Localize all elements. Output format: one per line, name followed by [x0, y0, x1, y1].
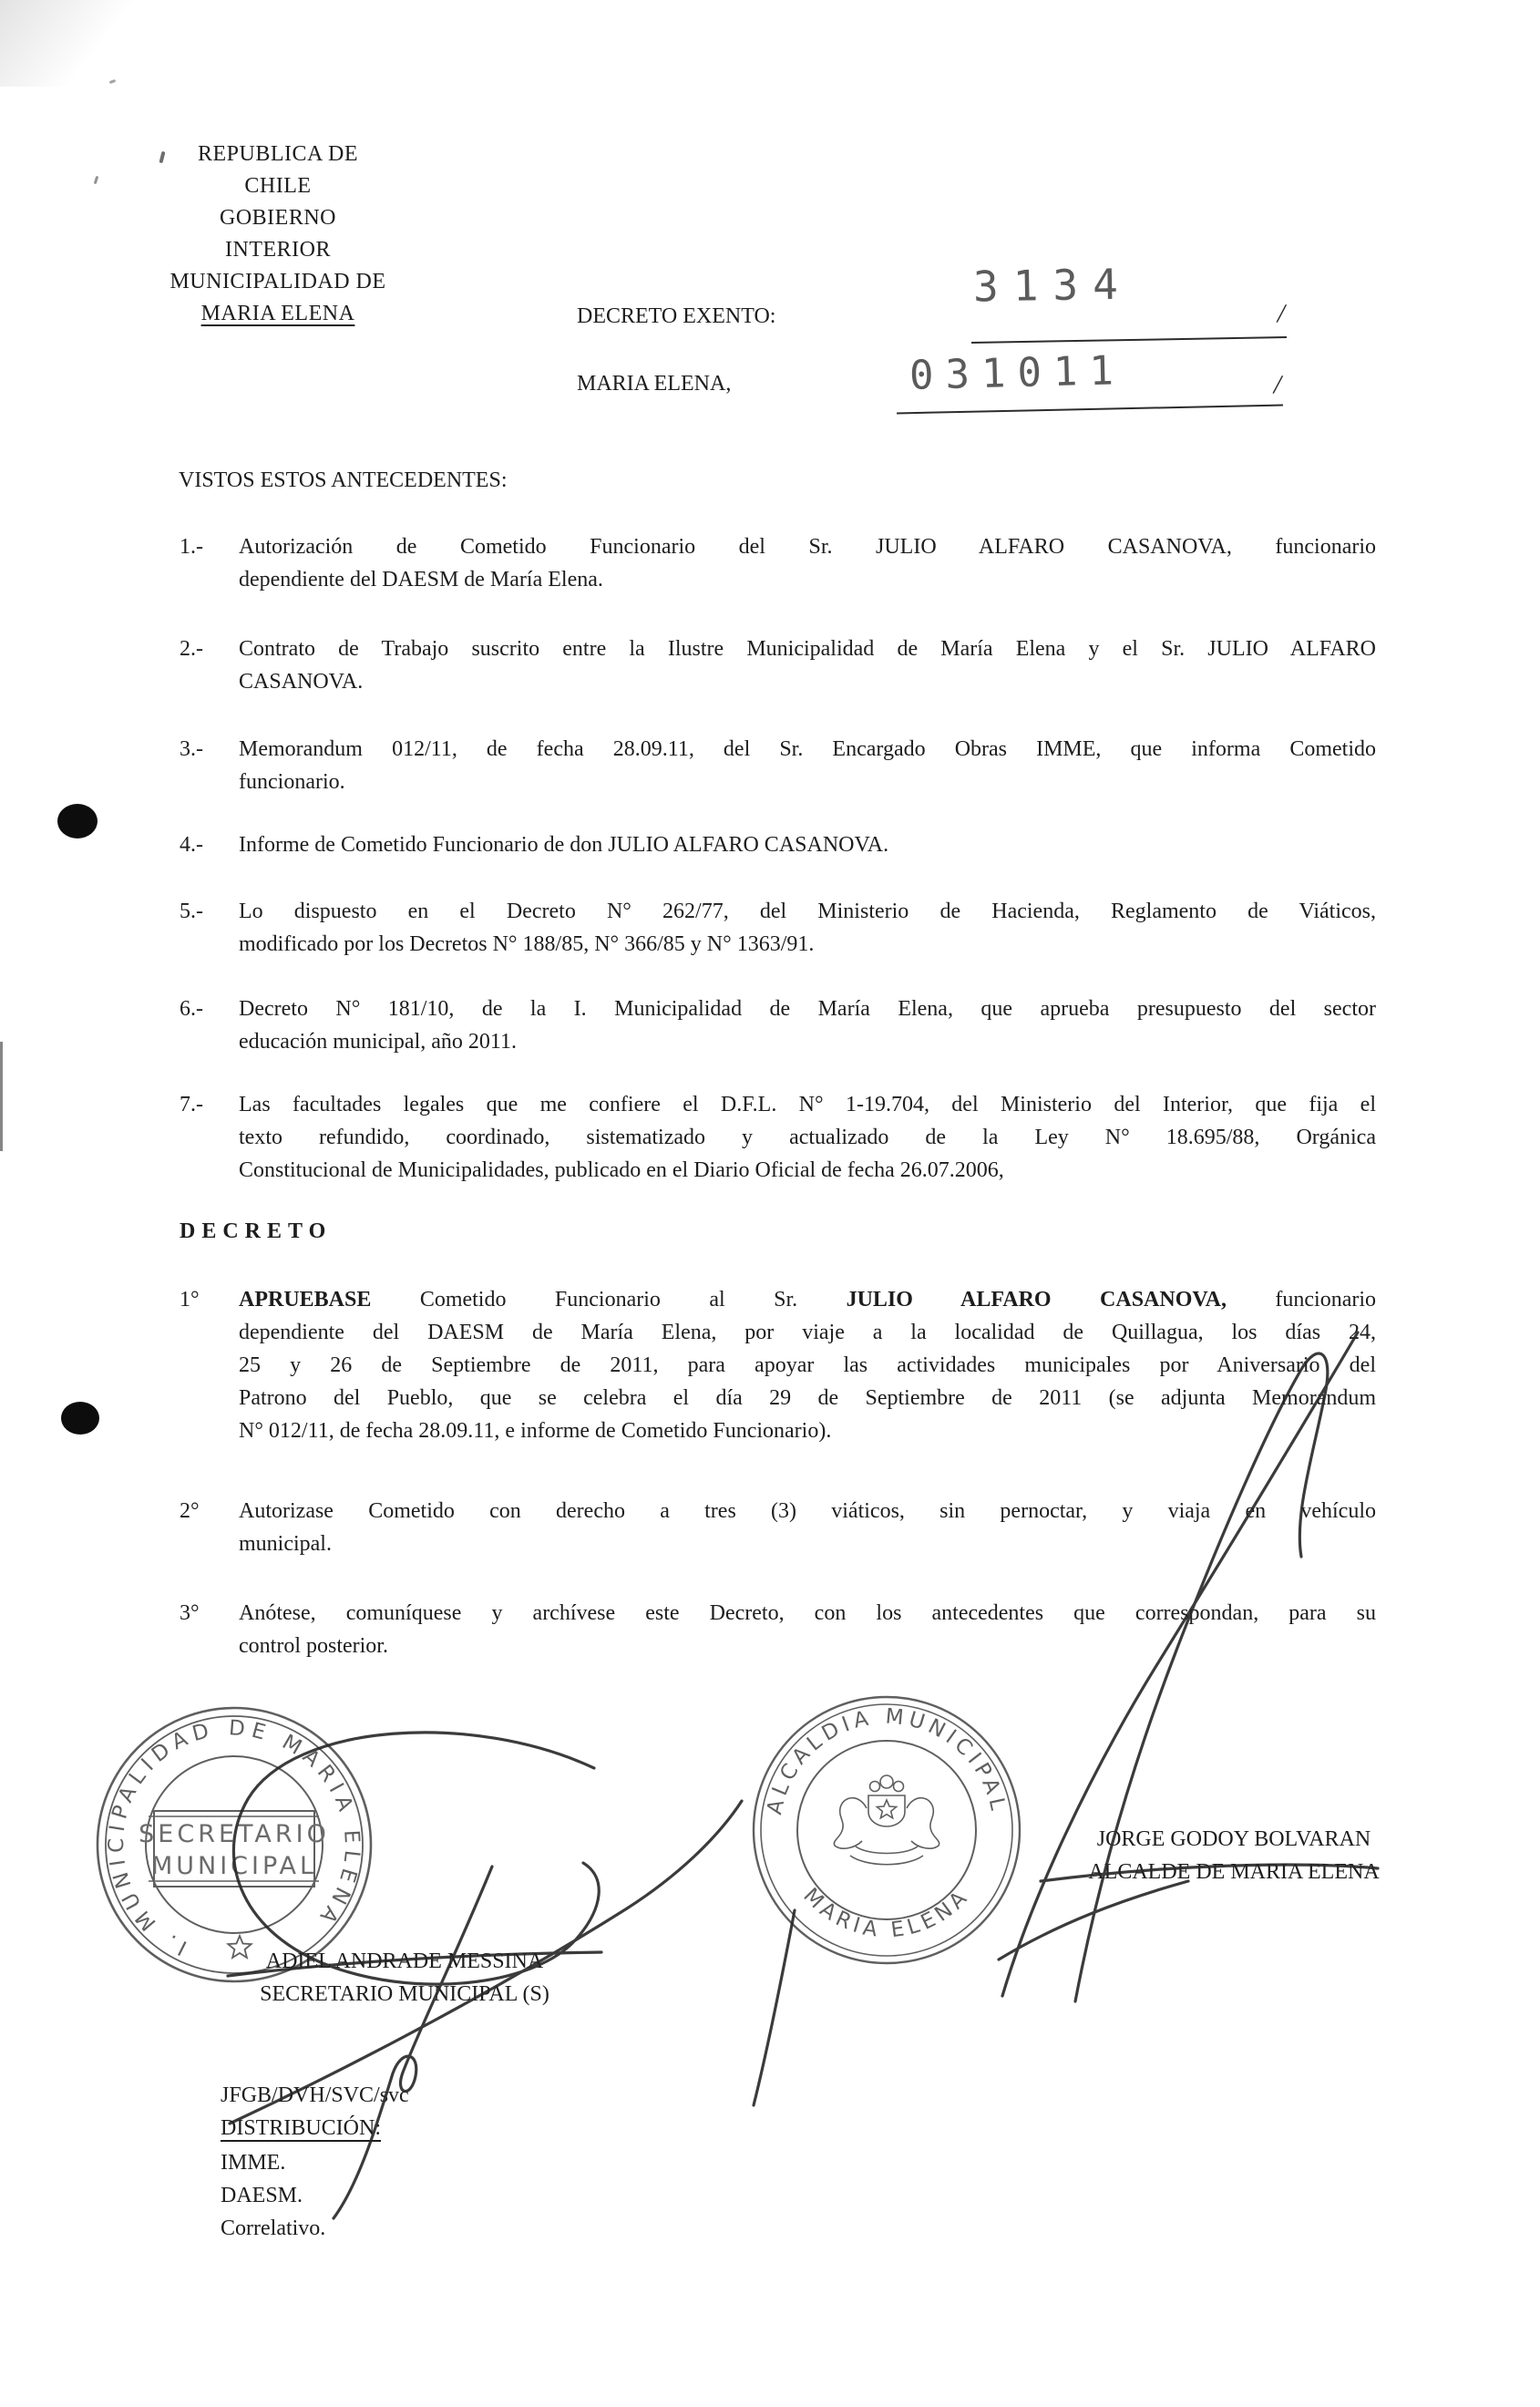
letterhead-line: REPUBLICA DE CHILE [197, 142, 358, 198]
paragraph-line: N° 012/11, de fecha 28.09.11, e informe de Cometido Funcionario). [239, 1419, 832, 1443]
footer-initials: JFGB/DVH/SVC/svc [221, 2083, 409, 2107]
decree-number-label: DECRETO EXENTO: [577, 304, 776, 328]
paragraph-line: modificado por los Decretos N° 188/85, N° 366/85 y N° 1363/91. [239, 932, 815, 956]
vistos-item-text [239, 828, 1376, 861]
decreto-heading: DECRETO [180, 1219, 333, 1243]
mayor-title: ALCALDE DE MARIA ELENA [1088, 1860, 1380, 1884]
mayor-signature-block [1037, 1823, 1431, 1888]
decree-number-slash: / [1275, 296, 1288, 330]
paragraph-fragment: funcionario [1275, 1288, 1377, 1312]
mayor-name: JORGE GODOY BOLVARAN [1096, 1827, 1371, 1851]
apruebase-keyword: APRUEBASE [239, 1288, 372, 1312]
vistos-item-number: 3.- [180, 737, 203, 761]
paragraph-line: CASANOVA. [239, 670, 364, 694]
paragraph-line: control posterior. [239, 1634, 388, 1658]
secretary-stamp-box-line2: MUNICIPAL [150, 1852, 318, 1880]
mayor-stamp-top-text: ALCALDIA MUNICIPAL [763, 1704, 1011, 1817]
vistos-item-text [239, 530, 1376, 596]
distribution-item: Correlativo. [221, 2217, 326, 2240]
decree-place-label: MARIA ELENA, [577, 372, 732, 396]
decreto-item-text [239, 1597, 1376, 1662]
mayor-stamp-bottom-text: MARIA ELENA [798, 1883, 975, 1943]
paragraph-line: educación municipal, año 2011. [239, 1030, 518, 1054]
paragraph-line: Las facultades legales que me confiere el D.F.L. N° 1-19.704, del Ministerio del Interior, que fija el [239, 1093, 1376, 1116]
secretary-stamp-ring-text: I. MUNICIPALIDAD DE MARIA ELENA [105, 1716, 364, 1960]
hole-punch-mark [57, 804, 98, 838]
distribution-label: DISTRIBUCIÓN: [221, 2116, 382, 2140]
hole-punch-mark [61, 1402, 99, 1435]
letterhead-line [164, 298, 392, 330]
vistos-heading: VISTOS ESTOS ANTECEDENTES: [179, 468, 508, 492]
paragraph-line: texto refundido, coordinado, sistematizado y actualizado de la Ley N° 18.695/88, Orgánica [239, 1126, 1376, 1149]
vistos-item-text [239, 633, 1376, 698]
paragraph-line: Autorizase Cometido con derecho a tres (3) viáticos, sin pernoctar, y viaja en vehículo [239, 1499, 1376, 1523]
letterhead-city: MARIA ELENA [200, 302, 355, 325]
paragraph-line: Constitucional de Municipalidades, publicado en el Diario Oficial de fecha 26.07.2006, [239, 1158, 1004, 1182]
secretary-name: ADIEL ANDRADE MESSINA [265, 1949, 544, 1973]
decree-date-stamp: 031011 [909, 347, 1126, 399]
distribution-item: DAESM. [221, 2184, 303, 2207]
vistos-item-number: 5.- [180, 900, 203, 923]
letterhead-line: GOBIERNO INTERIOR [220, 206, 336, 262]
vistos-item-text [239, 993, 1376, 1058]
decree-date-slash: / [1271, 367, 1285, 401]
decreto-item-number: 2° [180, 1499, 200, 1523]
vistos-item-text [239, 1088, 1376, 1187]
vistos-item-number: 4.- [180, 833, 203, 857]
paragraph-line: Contrato de Trabajo suscrito entre la Ilustre Municipalidad de María Elena y el Sr. JULIO ALFARO [239, 637, 1376, 661]
paragraph-line: Decreto N° 181/10, de la I. Municipalidad de María Elena, que aprueba presupuesto del sector [239, 997, 1376, 1021]
decree-date-underline [897, 405, 1283, 415]
paragraph-line: funcionario. [239, 770, 345, 794]
mayor-office-stamp [750, 1693, 1023, 1967]
paragraph-line [239, 1283, 1376, 1316]
paragraph-line: dependiente del DAESM de María Elena, por viaje a la localidad de Quillagua, los días 24, [239, 1321, 1376, 1344]
official-name: JULIO ALFARO CASANOVA, [846, 1288, 1227, 1312]
decreto-item-number: 1° [180, 1288, 200, 1312]
letterhead-line: MUNICIPALIDAD DE [169, 270, 386, 293]
secretary-signature-block [199, 1945, 611, 2011]
paragraph-fragment: Cometido Funcionario al Sr. [419, 1288, 798, 1312]
distribution-item: IMME. [221, 2151, 286, 2175]
paragraph-line: Patrono del Pueblo, que se celebra el día 29 de Septiembre de 2011 (se adjunta Memorandum [239, 1386, 1376, 1410]
vistos-item-number: 6.- [180, 997, 203, 1021]
paragraph-line: Informe de Cometido Funcionario de don JULIO ALFARO CASANOVA. [239, 833, 889, 857]
vistos-item-number: 1.- [180, 535, 203, 559]
paragraph-line: dependiente del DAESM de María Elena. [239, 568, 603, 591]
decree-number-stamp: 3134 [972, 259, 1134, 312]
scan-corner-shade [0, 0, 159, 87]
paragraph-line: Autorización de Cometido Funcionario del Sr. JULIO ALFARO CASANOVA, funcionario [239, 535, 1376, 559]
secretary-stamp-box-line1: SECRETARIO [139, 1820, 330, 1848]
decreto-item-text [239, 1283, 1376, 1447]
decreto-item-number: 3° [180, 1601, 200, 1625]
paragraph-line: Memorandum 012/11, de fecha 28.09.11, del Sr. Encargado Obras IMME, que informa Cometido [239, 737, 1376, 761]
svg-text:MARIA ELENA [798, 1884, 974, 1942]
decreto-item-text [239, 1495, 1376, 1560]
paragraph-line: Anótese, comuníquese y archívese este Decreto, con los antecedentes que correspondan, para su [239, 1601, 1376, 1625]
vistos-item-text [239, 733, 1376, 798]
vistos-item-number: 7.- [180, 1093, 203, 1116]
secretary-title: SECRETARIO MUNICIPAL (S) [260, 1982, 549, 2006]
coat-of-arms-icon [834, 1775, 939, 1865]
vistos-item-text [239, 895, 1376, 961]
scan-artifact [94, 176, 99, 184]
letterhead [164, 139, 392, 330]
paragraph-line: municipal. [239, 1532, 332, 1556]
decree-number-underline [971, 336, 1287, 344]
scan-edge-artifact [0, 1042, 3, 1151]
paragraph-line: 25 y 26 de Septiembre de 2011, para apoyar las actividades municipales por Aniversario del [239, 1353, 1376, 1377]
paragraph-line: Lo dispuesto en el Decreto N° 262/77, del Ministerio de Hacienda, Reglamento de Viáticos, [239, 900, 1376, 923]
vistos-item-number: 2.- [180, 637, 203, 661]
